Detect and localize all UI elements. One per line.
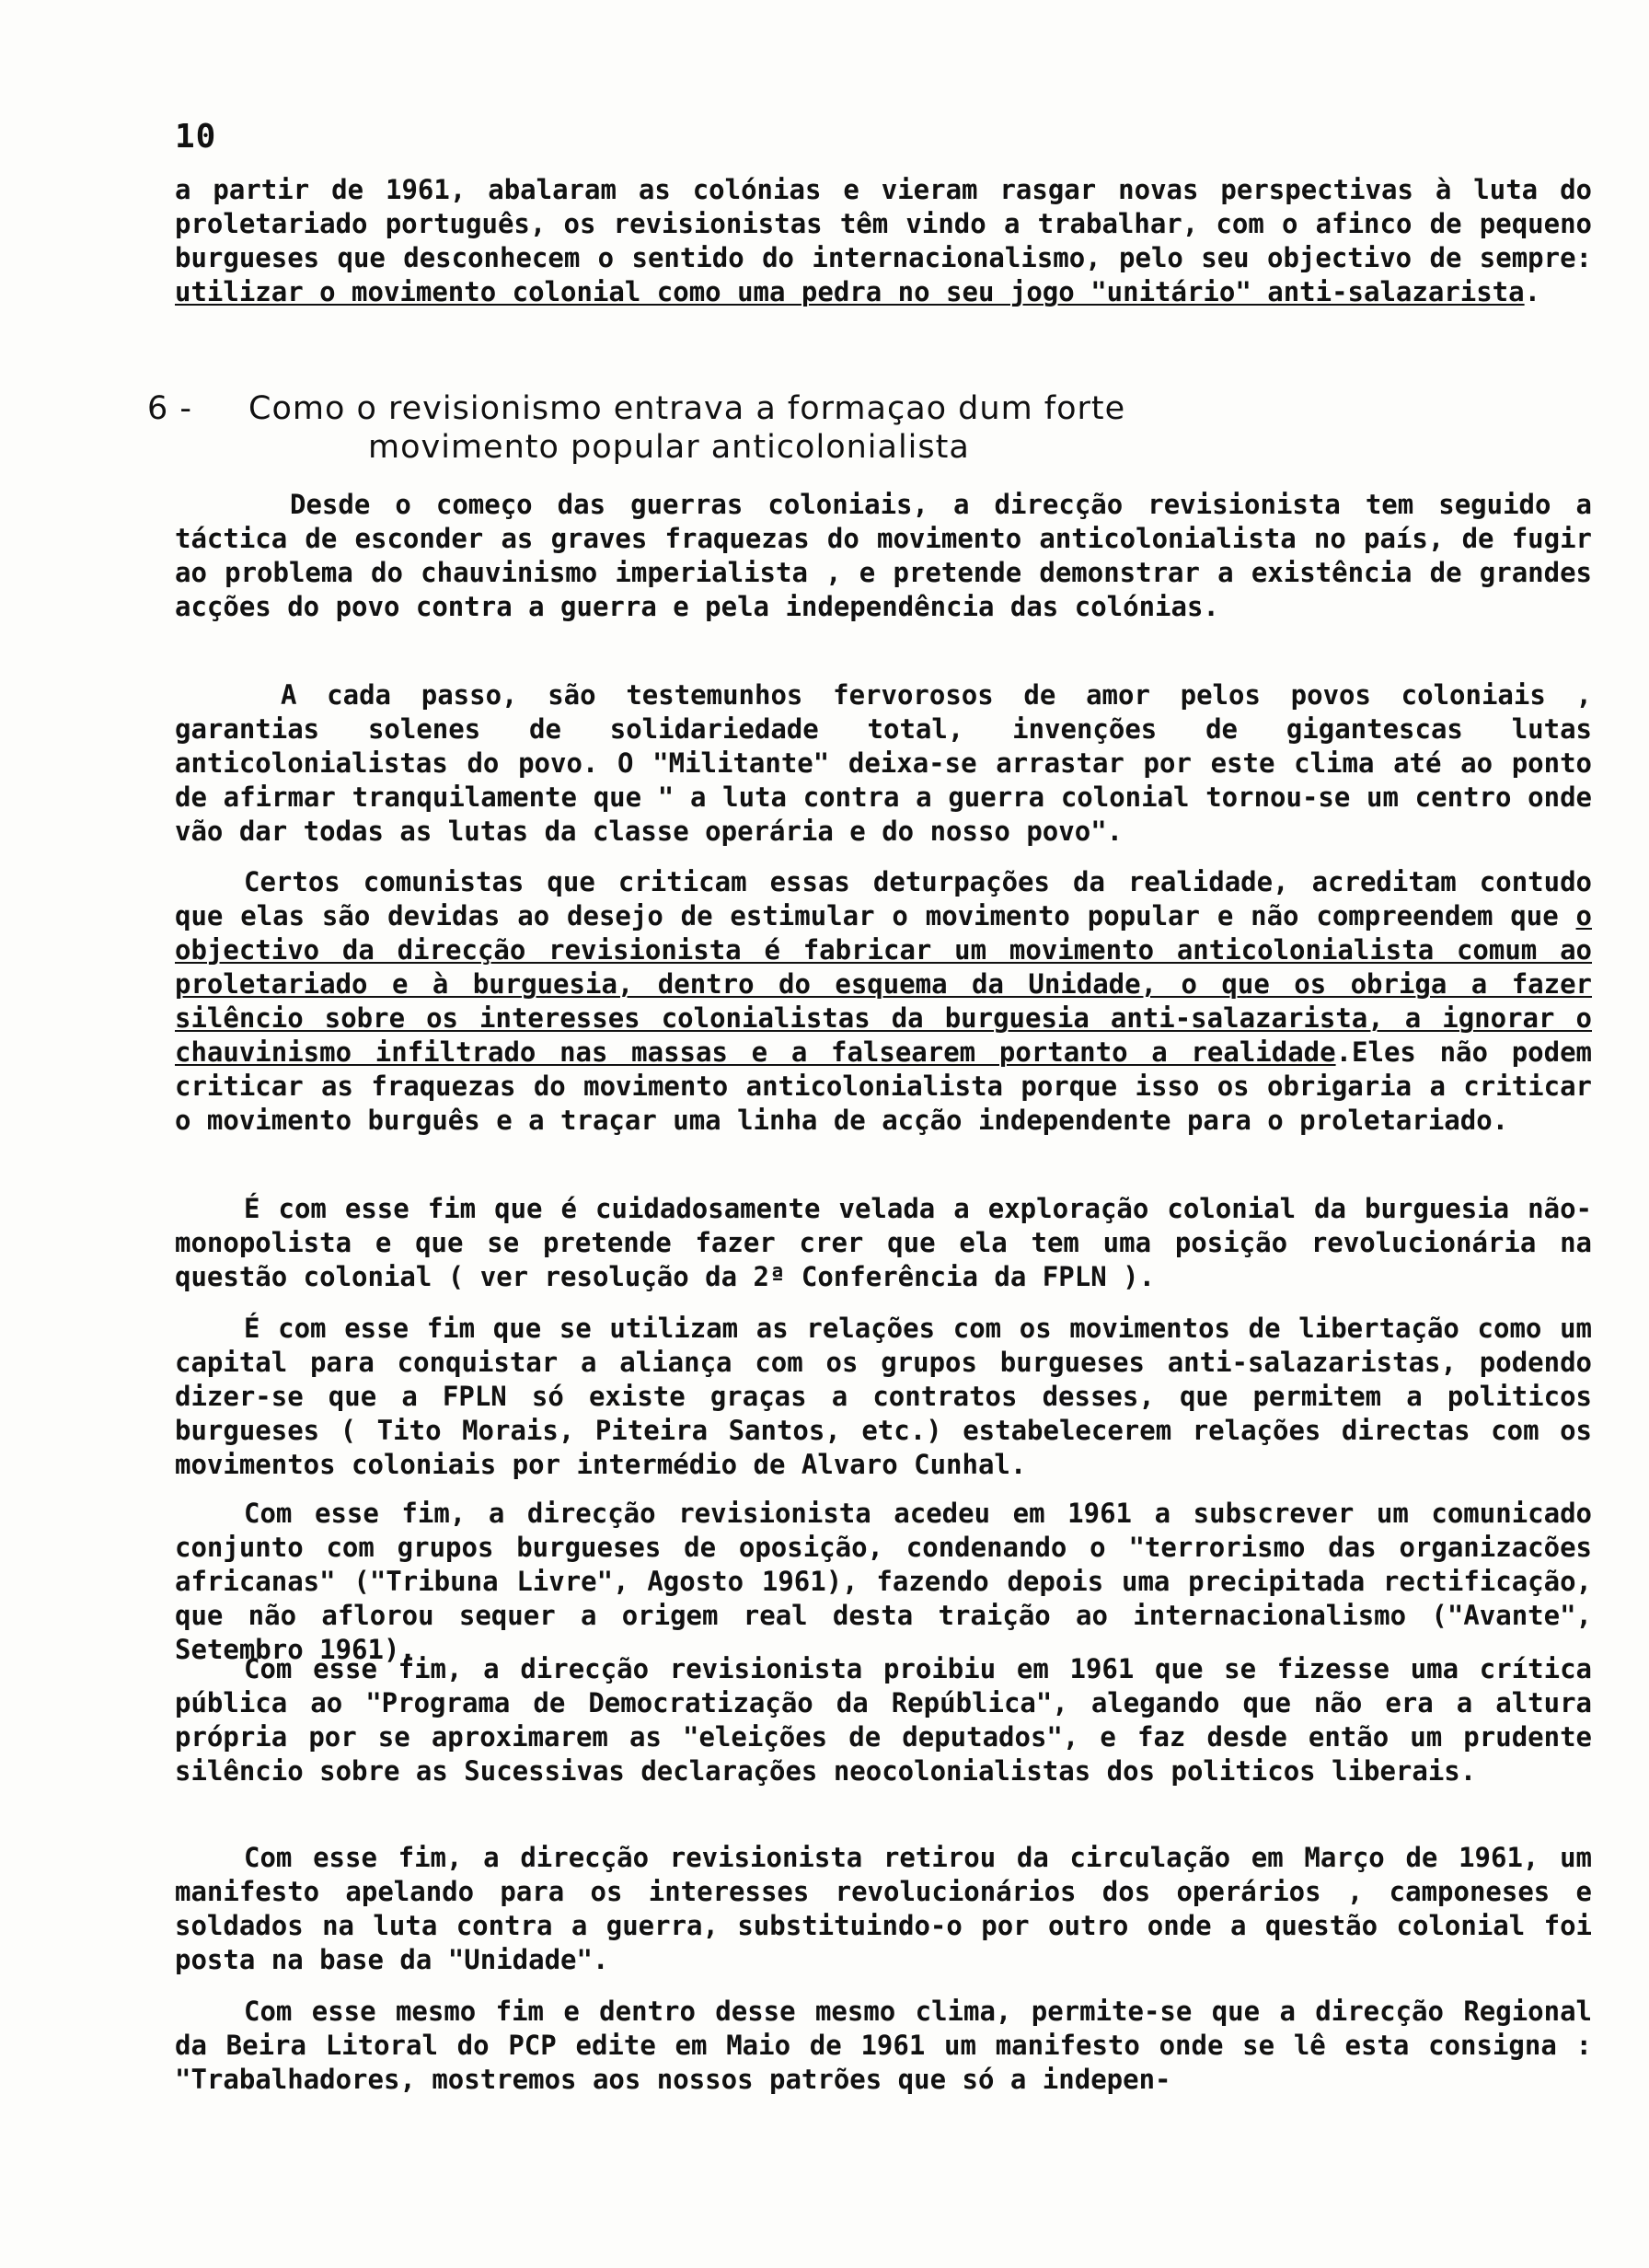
paragraph-3-end: .Eles não podem criticar as fraquezas do movimento anticolonialista porque isso os obrigaria a criticar o movimento burguês e a traçar uma linha de acção independente para o proletariado. — [175, 1036, 1592, 1136]
paragraph-3-start: Certos comunistas que criticam essas deturpações da realidade, acreditam contudo que elas são devidas ao desejo de estimular o movimento popular e não compreendem que — [175, 866, 1592, 932]
paragraph-6: Com esse fim, a direcção revisionista acedeu em 1961 a subscrever um comunicado conjunto com grupos burgueses de oposição, condenando o "terrorismo das organizacões africanas" ("Tribuna Livre", Agosto 1961), fazendo depois uma precipitada rectificação, que não aflorou sequer a origem real desta traição ao internacionalismo ("Avante", Setembro 1961). — [175, 1498, 1592, 1665]
section-title-line1: Como o revisionismo entrava a formaçao dum forte — [248, 390, 1126, 427]
section-title-line2: movimento popular anticolonialista — [368, 429, 970, 466]
paragraph-3 — [175, 865, 1592, 1138]
paragraph-1: Desde o começo das guerras coloniais, a direcção revisionista tem seguido a táctica de esconder as graves fraquezas do movimento anticolonialista no país, de fugir ao problema do chauvinismo imperialista , e pretende demonstrar a existência de grandes acções do povo contra a guerra e pela independência das colónias. — [175, 489, 1592, 622]
paragraph-7: Com esse fim, a direcção revisionista proibiu em 1961 que se fizesse uma crítica pública ao "Programa de Democratização da República", alegando que não era a altura própria por se aproximarem as "eleições de deputados", e faz desde então um prudente silêncio sobre as Sucessivas declarações neocolonialistas dos politicos liberais. — [175, 1653, 1592, 1787]
paragraph-5: É com esse fim que se utilizam as relações com os movimentos de libertação como um capital para conquistar a aliança com os grupos burgueses anti-salazaristas, podendo dizer-se que a FPLN só existe graças a contratos desses, que permitem a politicos burgueses ( Tito Morais, Piteira Santos, etc.) estabelecerem relações directas com os movimentos coloniais por intermédio de Alvaro Cunhal. — [175, 1313, 1592, 1480]
intro-paragraph — [175, 173, 1592, 309]
paragraph-8: Com esse fim, a direcção revisionista retirou da circulação em Março de 1961, um manifesto apelando para os interesses revolucionários dos operários , camponeses e soldados na luta contra a guerra, substituindo-o por outro onde a questão colonial foi posta na base da "Unidade". — [175, 1842, 1592, 1975]
page-number: 10 — [175, 118, 217, 156]
section-number: 6 - — [147, 390, 193, 427]
paragraph-2: A cada passo, são testemunhos fervorosos de amor pelos povos coloniais , garantias solenes de solidariedade total, invenções de gigantescas lutas anticolonialistas do povo. O "Militante" deixa-se arrastar por este clima até ao ponto de afirmar tranquilamente que " a luta contra a guerra colonial tornou-se um centro onde vão dar todas as lutas da classe operária e do nosso povo". — [175, 679, 1592, 847]
intro-underlined-text: utilizar o movimento colonial como uma pedra no seu jogo "unitário" anti-salazarista — [175, 276, 1525, 307]
paragraph-9: Com esse mesmo fim e dentro desse mesmo clima, permite-se que a direcção Regional da Beira Litoral do PCP edite em Maio de 1961 um manifesto onde se lê esta consigna : "Trabalhadores, mostremos aos nossos patrões que só a indepen- — [175, 1996, 1592, 2095]
paragraph-3-underlined: o objectivo da direcção revisionista é fabricar um movimento anticolonialista comum ao proletariado e à burguesia, dentro do esquema da Unidade, o que os obriga a fazer silêncio sobre os interesses colonialistas da burguesia anti-salazarista, a ignorar o chauvinismo infiltrado nas massas e a falsearem portanto a realidade — [175, 900, 1592, 1068]
paragraph-4: É com esse fim que é cuidadosamente velada a exploração colonial da burguesia não-monopolista e que se pretende fazer crer que ela tem uma posição revolucionária na questão colonial ( ver resolução da 2ª Conferência da FPLN ). — [175, 1193, 1592, 1292]
intro-text-start: a partir de 1961, abalaram as colónias e vieram rasgar novas perspectivas à luta do proletariado português, os revisionistas têm vindo a trabalhar, com o afinco de pequeno burgueses que desconhecem o sentido do internacionalismo, pelo seu objectivo de sempre: — [175, 174, 1592, 273]
intro-text-end: . — [1524, 276, 1541, 307]
section-heading — [147, 389, 1125, 467]
